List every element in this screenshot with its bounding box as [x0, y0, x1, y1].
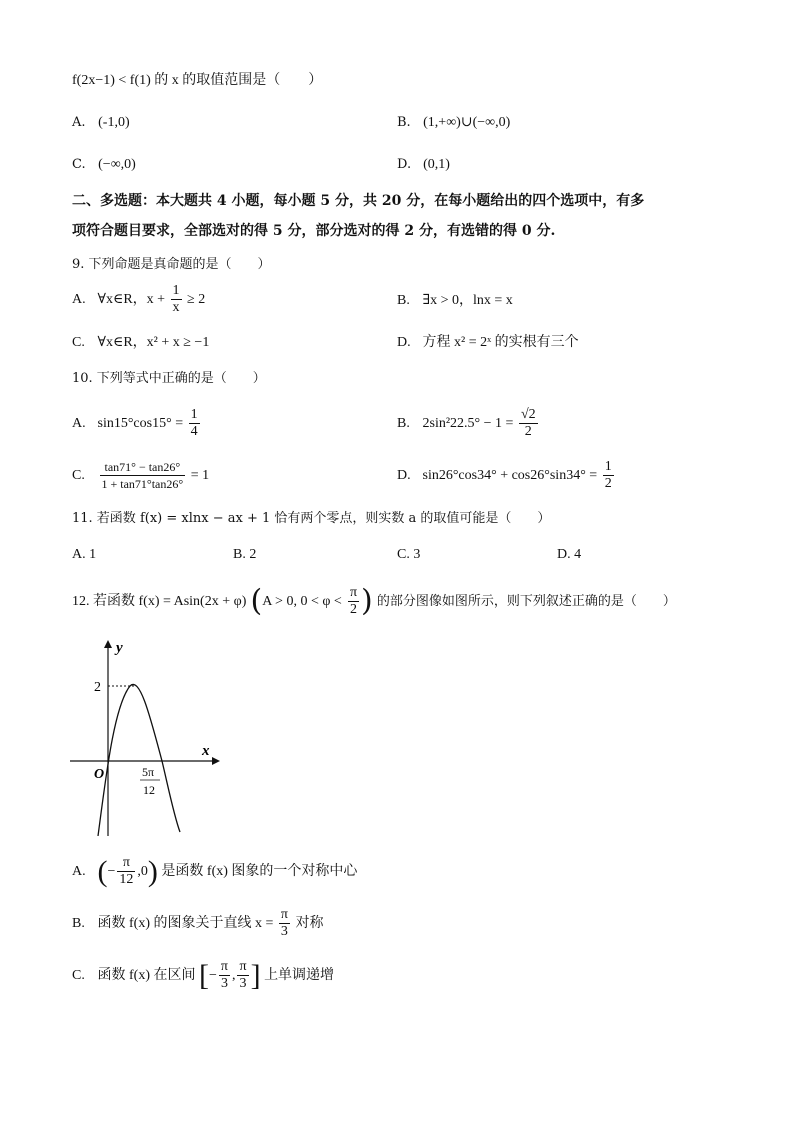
minus-sign: −	[107, 864, 116, 879]
q8-option-a	[72, 114, 130, 132]
numerator: π	[349, 585, 358, 600]
q9-option-a	[72, 282, 205, 318]
fraction	[237, 959, 248, 992]
stem-condition: A > 0, 0 < φ <	[262, 594, 342, 609]
option-value: (0,1)	[423, 157, 450, 172]
denominator: 12	[119, 872, 134, 888]
fraction	[100, 459, 186, 492]
section-heading-line1: 二、多选题：本大题共 4 小题，每小题 5 分，共 20 分，在每小题给出的四个选项中，有多	[72, 193, 645, 209]
fraction	[171, 283, 182, 316]
option-text: = 1	[190, 468, 210, 483]
option-text: ,0	[137, 864, 148, 879]
numerator: √2	[520, 407, 536, 423]
option-label: B.	[397, 293, 410, 308]
option-label: C.	[72, 968, 85, 983]
option-text: 是函数 f(x) 图象的一个对称中心	[161, 864, 358, 879]
option-label: C.	[72, 468, 85, 483]
denominator: 3	[239, 976, 247, 992]
option-value: (-1,0)	[98, 115, 130, 130]
paren-close: )	[147, 854, 158, 888]
numerator: 1	[172, 283, 180, 299]
tick-denominator: 12	[143, 783, 155, 797]
numerator: π	[280, 907, 288, 923]
denominator: 2	[604, 476, 612, 492]
denominator: 3	[280, 924, 288, 940]
q8-option-d	[397, 156, 450, 174]
denominator: 3	[220, 976, 228, 992]
option-label: C.	[72, 157, 86, 172]
fraction	[603, 459, 614, 492]
option-text: sin26°cos34° + cos26°sin34° =	[422, 468, 598, 483]
numerator: π	[117, 855, 135, 872]
denominator: 2	[524, 424, 532, 440]
tick-numerator: 5π	[142, 765, 155, 779]
y-axis-arrow	[104, 640, 112, 648]
denominator: 1 + tan71°tan26°	[101, 477, 184, 492]
denominator: 2	[350, 602, 357, 617]
numerator: π	[220, 959, 228, 975]
denominator: 4	[190, 424, 198, 440]
option-label: B.	[397, 115, 411, 130]
origin-label: O	[94, 767, 105, 782]
option-text: 上单调递增	[264, 968, 335, 983]
option-text: 2sin²22.5° − 1 =	[422, 416, 514, 431]
option-text: 函数 f(x) 在区间	[97, 968, 196, 983]
bracket-open: [	[199, 958, 209, 992]
paren-open: (	[97, 854, 108, 888]
fraction	[189, 407, 200, 440]
y-axis-label: y	[116, 640, 123, 656]
section-heading-line2: 项符合题目要求，全部选对的得 5 分，部分选对的得 2 分，有选错的得 0 分.	[72, 223, 556, 239]
fraction	[519, 407, 538, 440]
fraction	[348, 585, 359, 618]
minus-sign: −	[209, 968, 217, 983]
q11-option-c: C. 3	[397, 547, 421, 562]
bracket-close: ]	[250, 958, 261, 992]
option-label: B.	[72, 916, 85, 931]
stem-text: 12. 若函数 f(x) = Asin(2x + φ)	[72, 594, 247, 609]
numerator: tan71° − tan26°	[100, 459, 186, 476]
q11-option-a: A. 1	[72, 547, 97, 562]
q8-option-c	[72, 156, 136, 174]
option-label: A.	[72, 864, 86, 879]
option-label: D.	[397, 468, 411, 483]
option-text: ∀x∈R，x +	[97, 292, 166, 307]
option-label: A.	[72, 115, 86, 130]
fraction	[219, 959, 230, 992]
q9-option-b	[397, 292, 513, 310]
q12-stem	[72, 582, 676, 622]
q9-option-d	[397, 334, 579, 352]
q9-stem: 9. 下列命题是真命题的是（ ）	[72, 257, 271, 272]
x-axis-arrow	[212, 757, 220, 765]
q8-option-b	[397, 114, 510, 132]
option-text: 函数 f(x) 的图象关于直线 x =	[97, 916, 274, 931]
q10-option-b	[397, 404, 540, 444]
option-value: (−∞,0)	[98, 157, 136, 172]
q12-option-b	[72, 904, 323, 944]
q11-option-b: B. 2	[233, 547, 257, 562]
paren-open: (	[250, 583, 263, 619]
option-label: D.	[397, 335, 411, 350]
option-label: B.	[397, 416, 410, 431]
option-label: A.	[72, 292, 86, 307]
stem-text: 的部分图像如图所示，则下列叙述正确的是（ ）	[376, 594, 676, 609]
numerator: 1	[604, 459, 612, 475]
numerator: π	[239, 959, 247, 975]
denominator: x	[172, 300, 180, 316]
x-axis-label: x	[202, 743, 210, 759]
option-text: ∀x∈R，x² + x ≥ −1	[97, 335, 210, 350]
option-text: sin15°cos15° =	[97, 416, 184, 431]
sine-graph	[66, 636, 226, 836]
q10-option-c	[72, 456, 209, 496]
option-text: 对称	[295, 916, 324, 931]
max-value-label: 2	[94, 680, 101, 695]
option-text: 方程 x² = 2ˣ 的实根有三个	[422, 335, 579, 350]
fraction	[117, 855, 135, 888]
numerator: 1	[190, 407, 198, 423]
q11-stem: 11. 若函数 f(x) = xlnx − ax + 1 恰有两个零点，则实数 a 的取值可能是（ ）	[72, 511, 551, 526]
q10-option-a	[72, 404, 202, 444]
q11-option-d: D. 4	[557, 547, 582, 562]
option-text: ∃x > 0，lnx = x	[422, 293, 513, 308]
q9-option-c	[72, 334, 209, 352]
option-label: A.	[72, 416, 86, 431]
q10-option-d	[397, 456, 616, 496]
fraction	[279, 907, 290, 940]
option-value: (1,+∞)∪(−∞,0)	[423, 115, 511, 130]
option-label: C.	[72, 335, 85, 350]
sine-curve	[98, 684, 180, 836]
q12-option-c	[72, 956, 334, 996]
q12-option-a	[72, 852, 357, 892]
q8-stem: f(2x−1) < f(1) 的 x 的取值范围是（ ）	[72, 73, 323, 88]
comma: ,	[231, 968, 236, 983]
option-text: ≥ 2	[187, 292, 206, 307]
q10-stem: 10. 下列等式中正确的是（ ）	[72, 371, 266, 386]
paren-close: )	[361, 583, 373, 619]
option-label: D.	[397, 157, 412, 172]
